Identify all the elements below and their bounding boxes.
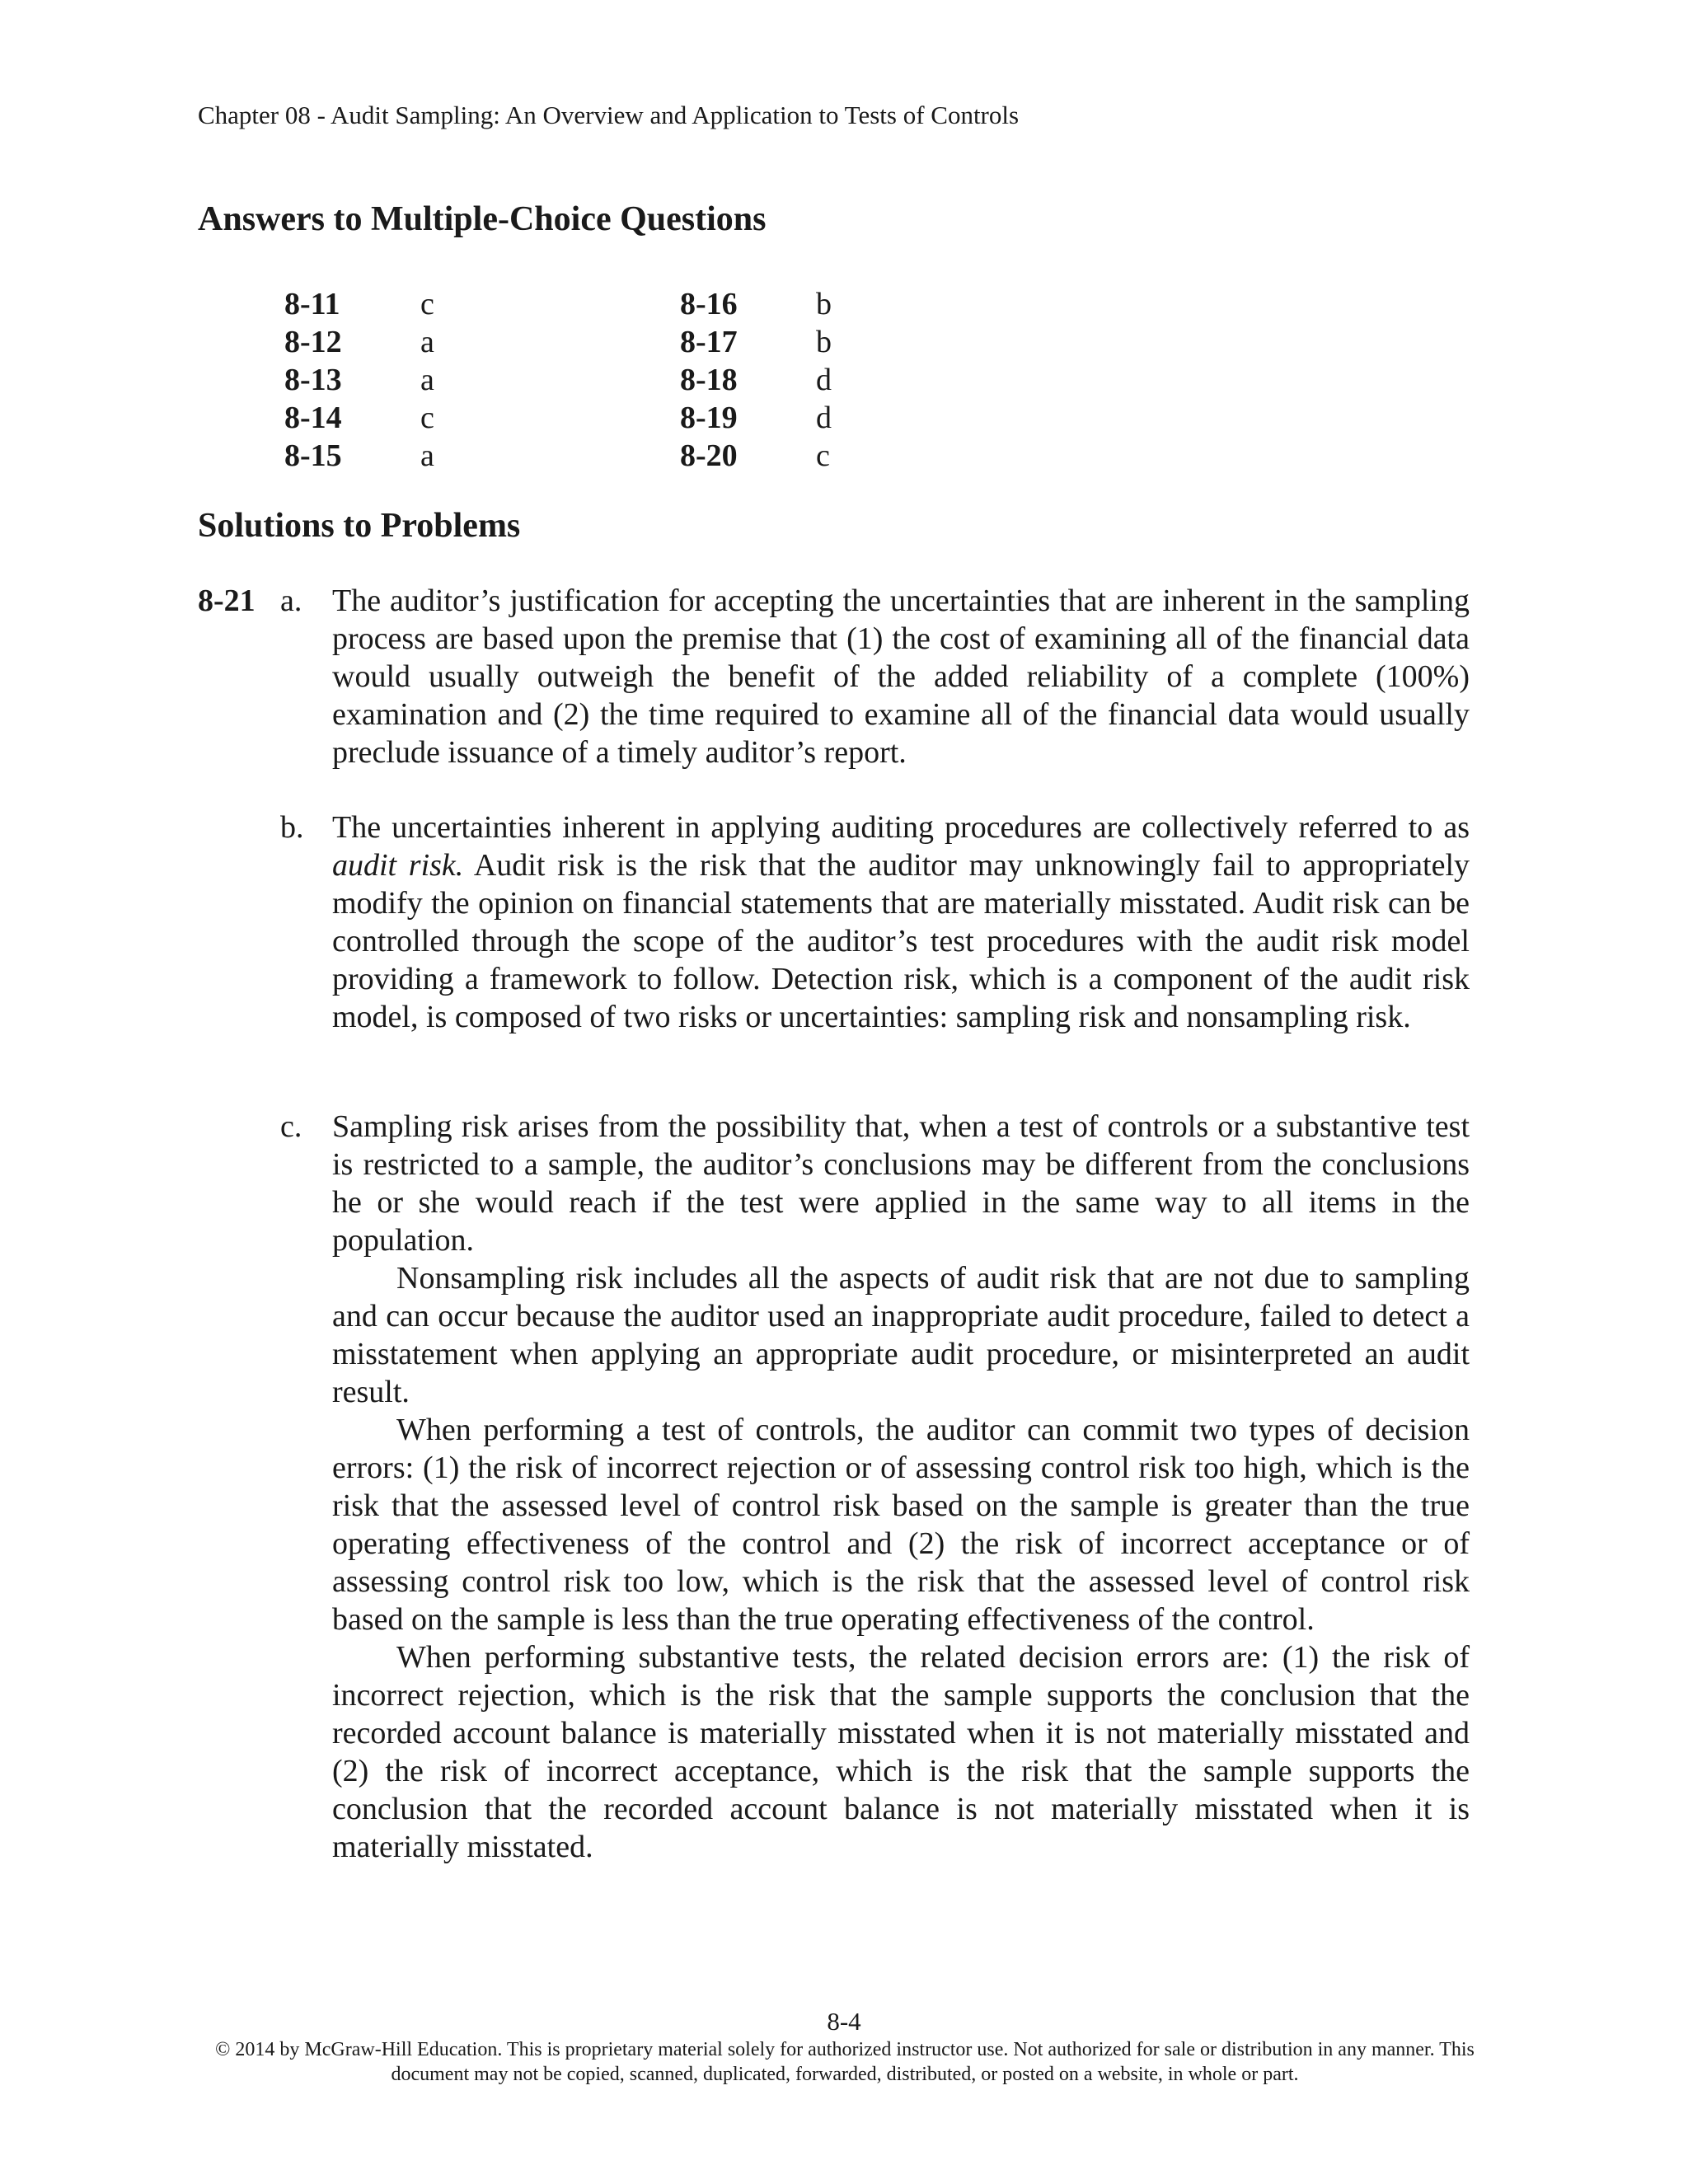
question-number: 8-16 bbox=[680, 287, 738, 321]
mcq-heading: Answers to Multiple-Choice Questions bbox=[198, 200, 767, 238]
question-number: 8-14 bbox=[284, 401, 342, 435]
answer-letter: b bbox=[816, 325, 832, 359]
mcq-answer-table bbox=[284, 285, 832, 475]
question-number: 8-19 bbox=[680, 401, 738, 435]
question-number: 8-12 bbox=[284, 325, 342, 359]
answer-letter: c bbox=[816, 438, 830, 473]
answer-row bbox=[284, 437, 832, 475]
copyright-notice: © 2014 by McGraw-Hill Education. This is proprietary material solely for authorized instructor use. Not authorized for sale or distribution in any manner. This document may not be copied, scanned, duplicated, forwarded, distributed, or posted on a website, in whole or part. bbox=[215, 2039, 1475, 2085]
solution-part-a bbox=[280, 582, 1470, 771]
answer-letter: d bbox=[816, 401, 832, 435]
part-letter: b. bbox=[280, 810, 304, 845]
part-b-text-pre: The uncertainties inherent in applying auditing procedures are collectively referred to as bbox=[332, 810, 1470, 845]
answer-letter: a bbox=[420, 325, 434, 359]
question-number: 8-13 bbox=[284, 363, 342, 397]
part-letter: c. bbox=[280, 1109, 302, 1144]
answer-letter: a bbox=[420, 363, 434, 397]
answer-letter: a bbox=[420, 438, 434, 473]
part-c-paragraph-tests-of-controls: When performing a test of controls, the auditor can commit two types of decision errors: (1) the risk of incorrect rejection or of assessing control risk too high, which is the risk that the assessed level of control risk based on the sample is greater than the true operating effectiveness of the control and (2) the risk of incorrect acceptance or of assessing control risk too low, which is the risk that the assessed level of control risk based on the sample is less than the true operating effectiveness of the control. bbox=[332, 1413, 1470, 1637]
part-c-paragraph-substantive-tests: When performing substantive tests, the related decision errors are: (1) the risk of incorrect rejection, which is the risk that the sample supports the conclusion that the recorded account balance is materially misstated when it is not materially misstated and (2) the risk of incorrect acceptance, which is the risk that the sample supports the conclusion that the recorded account balance is not materially misstated when it is materially misstated. bbox=[332, 1640, 1470, 1864]
question-number: 8-20 bbox=[680, 438, 738, 473]
part-c-paragraph-nonsampling-risk: Nonsampling risk includes all the aspects of audit risk that are not due to sampling and can occur because the auditor used an inappropriate audit procedure, failed to detect a misstatement when applying an appropriate audit procedure, or misinterpreted an audit result. bbox=[332, 1261, 1470, 1409]
part-b-text-post: Audit risk is the risk that the auditor may unknowingly fail to appropriately modify the opinion on financial statements that are materially misstated. Audit risk can be controlled through the scope of the auditor’s test procedures with the audit risk model providing a framework to follow. Detection risk, which is a component of the audit risk model, is composed of two risks or uncertainties: sampling risk and nonsampling risk. bbox=[332, 848, 1470, 1034]
part-letter: a. bbox=[280, 583, 302, 618]
answer-row bbox=[284, 285, 832, 323]
answer-row bbox=[284, 323, 832, 361]
question-number: 8-15 bbox=[284, 438, 342, 473]
question-number: 8-18 bbox=[680, 363, 738, 397]
answer-row bbox=[284, 399, 832, 437]
running-head: Chapter 08 - Audit Sampling: An Overview and Application to Tests of Controls bbox=[198, 101, 1020, 129]
answer-letter: c bbox=[420, 401, 434, 435]
solutions-heading: Solutions to Problems bbox=[198, 507, 521, 545]
part-b-text bbox=[332, 808, 1470, 1036]
part-c-paragraph-sampling-risk: Sampling risk arises from the possibility that, when a test of controls or a substantive test is restricted to a sample, the auditor’s conclusions may be different from the conclusions he or she would reach if the test were applied in the same way to all items in the population. bbox=[332, 1109, 1470, 1258]
answer-letter: c bbox=[420, 287, 434, 321]
part-a-text: The auditor’s justification for accepting the uncertainties that are inherent in the sampling process are based upon the premise that (1) the cost of examining all of the financial data would usually outweigh the benefit of the added reliability of a complete (100%) examination and (2) the time required to examine all of the financial data would usually preclude issuance of a timely auditor’s report. bbox=[332, 583, 1470, 770]
audit-risk-term: audit risk. bbox=[332, 848, 464, 883]
solution-part-b bbox=[280, 808, 1470, 1036]
problem-number: 8-21 bbox=[198, 583, 256, 618]
question-number: 8-11 bbox=[284, 287, 340, 321]
page-number: 8-4 bbox=[827, 2007, 861, 2036]
solution-part-c bbox=[280, 1108, 1470, 1866]
answer-row bbox=[284, 361, 832, 399]
answer-letter: b bbox=[816, 287, 832, 321]
question-number: 8-17 bbox=[680, 325, 738, 359]
answer-letter: d bbox=[816, 363, 832, 397]
